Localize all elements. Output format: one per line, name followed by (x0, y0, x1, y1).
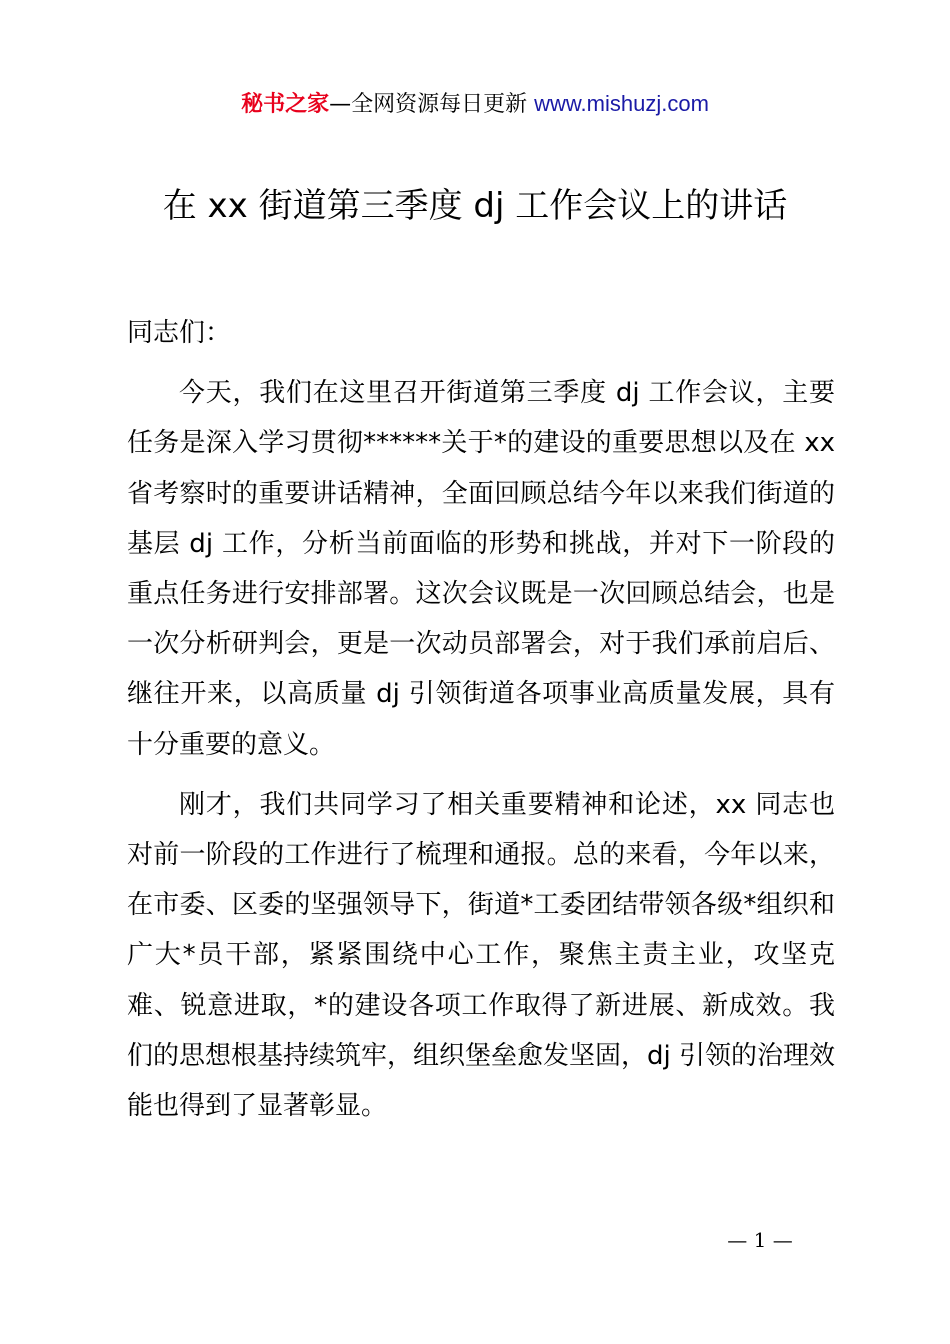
site-header (0, 88, 950, 121)
header-slogan: —全网资源每日更新 (329, 92, 535, 117)
body-paragraph-1: 今天，我们在这里召开街道第三季度 dj 工作会议，主要任务是深入学习贯彻******关于*的建设的重要思想以及在 xx 省考察时的重要讲话精神，全面回顾总结今年以来我们街道的基层 dj 工作，分析当前面临的形势和挑战，并对下一阶段的重点任务进行安排部署。这次会议既是一次回顾总结会，也是一次分析研判会，更是一次动员部署会，对于我们承前启后、继往开来，以高质量 dj 引领街道各项事业高质量发展，具有十分重要的意义。 (127, 378, 835, 760)
body-paragraph-2: 刚才，我们共同学习了相关重要精神和论述，xx 同志也对前一阶段的工作进行了梳理和通报。总的来看，今年以来，在市委、区委的坚强领导下，街道*工委团结带领各级*组织和广大*员干部，紧紧围绕中心工作，聚焦主责主业，攻坚克难、锐意进取，*的建设各项工作取得了新进展、新成效。我们的思想根基持续筑牢，组织堡垒愈发坚固，dj 引领的治理效能也得到了显著彰显。 (127, 789, 835, 1122)
site-url-link[interactable]: www.mishuzj.com (534, 91, 709, 116)
salutation: 同志们： (127, 318, 232, 348)
brand-name: 秘书之家 (241, 92, 330, 117)
page-number: — 1 — (727, 1228, 793, 1252)
document-body (127, 308, 835, 1141)
document-title: 在 xx 街道第三季度 dj 工作会议上的讲话 (162, 186, 788, 226)
